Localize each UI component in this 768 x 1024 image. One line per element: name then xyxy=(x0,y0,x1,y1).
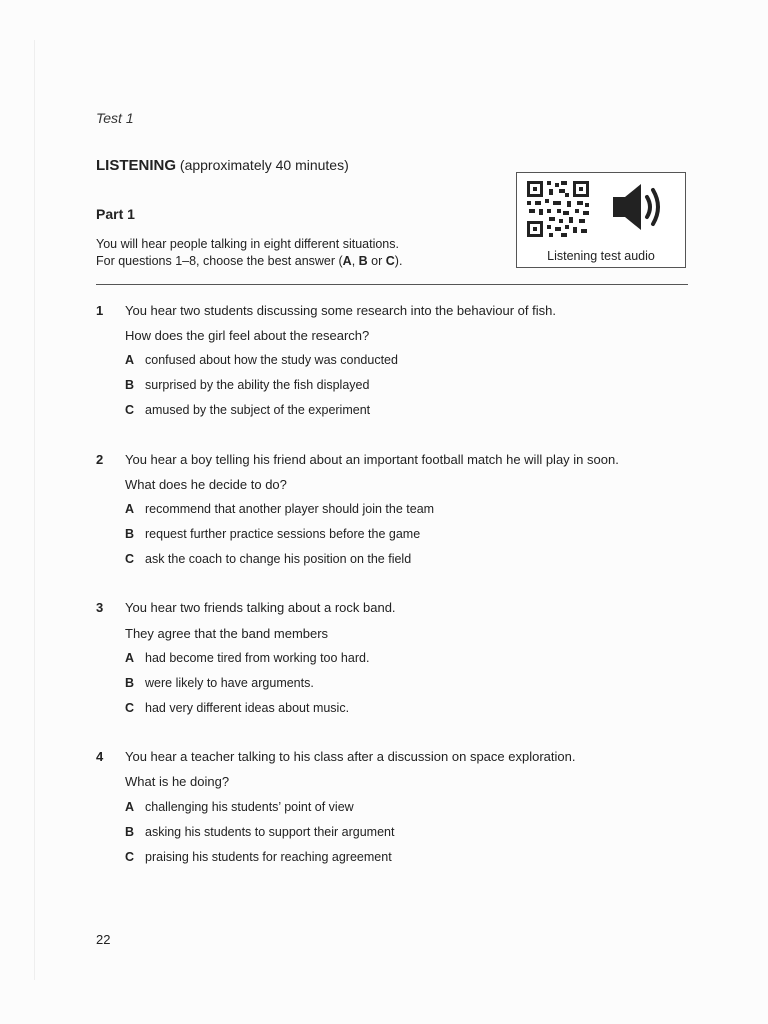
option-letter: C xyxy=(125,403,135,417)
option-text: were likely to have arguments. xyxy=(145,676,314,690)
question-context: You hear a teacher talking to his class after a discussion on space exploration. xyxy=(125,749,576,764)
option-letter: B xyxy=(125,527,135,541)
option-letter: A xyxy=(125,800,135,814)
option-letter: B xyxy=(125,825,135,839)
question-prompt: How does the girl feel about the research? xyxy=(125,328,370,343)
question-number: 3 xyxy=(96,600,104,615)
instruction-letter-a: A xyxy=(342,254,352,268)
audio-caption: Listening test audio xyxy=(547,249,655,263)
instruction-sep: , xyxy=(351,254,359,268)
section-name: LISTENING xyxy=(96,157,177,174)
instruction-text: For questions 1–8, choose the best answer ( xyxy=(96,254,343,268)
option-text: had become tired from working too hard. xyxy=(145,651,370,665)
option-text: had very different ideas about music. xyxy=(145,701,350,715)
instruction-suffix: ). xyxy=(394,254,403,268)
option-letter: C xyxy=(125,850,135,864)
option-letter: C xyxy=(125,552,135,566)
option-letter: C xyxy=(125,701,135,715)
option-text: amused by the subject of the experiment xyxy=(145,403,371,417)
section-title xyxy=(96,157,349,174)
section-duration: (approximately 40 minutes) xyxy=(179,157,349,173)
option-text: request further practice sessions before the game xyxy=(145,527,421,541)
test-label: Test 1 xyxy=(96,110,134,126)
qr-code-icon[interactable] xyxy=(525,179,591,239)
option-letter: A xyxy=(125,353,135,367)
question-number: 2 xyxy=(96,452,104,467)
option-text: asking his students to support their argument xyxy=(145,825,395,839)
option-text: praising his students for reaching agreement xyxy=(145,850,392,864)
question-prompt: What is he doing? xyxy=(125,774,230,789)
option-text: challenging his students’ point of view xyxy=(145,800,354,814)
instruction-letter-b: B xyxy=(358,254,368,268)
option-text: surprised by the ability the fish displayed xyxy=(145,378,370,392)
question-number: 4 xyxy=(96,749,104,764)
instruction-or: or xyxy=(367,254,386,268)
question-context: You hear two students discussing some research into the behaviour of fish. xyxy=(125,303,556,318)
divider xyxy=(96,284,688,285)
speaker-icon[interactable] xyxy=(609,181,669,233)
question-prompt: They agree that the band members xyxy=(125,626,329,641)
instruction-line-2 xyxy=(96,254,402,268)
question-context: You hear two friends talking about a rock band. xyxy=(125,600,396,615)
option-letter: A xyxy=(125,651,135,665)
option-text: confused about how the study was conducted xyxy=(145,353,398,367)
part-title: Part 1 xyxy=(96,206,135,222)
option-text: ask the coach to change his position on the field xyxy=(145,552,412,566)
instruction-letter-c: C xyxy=(385,254,395,268)
question-prompt: What does he decide to do? xyxy=(125,477,287,492)
question-number: 1 xyxy=(96,303,104,318)
question-context: You hear a boy telling his friend about an important football match he will play in soon. xyxy=(125,452,619,467)
option-letter: A xyxy=(125,502,135,516)
audio-box[interactable] xyxy=(516,172,686,268)
option-text: recommend that another player should join the team xyxy=(145,502,435,516)
page-number: 22 xyxy=(96,932,111,947)
option-letter: B xyxy=(125,378,135,392)
option-letter: B xyxy=(125,676,135,690)
instruction-line-1: You will hear people talking in eight different situations. xyxy=(96,237,399,251)
